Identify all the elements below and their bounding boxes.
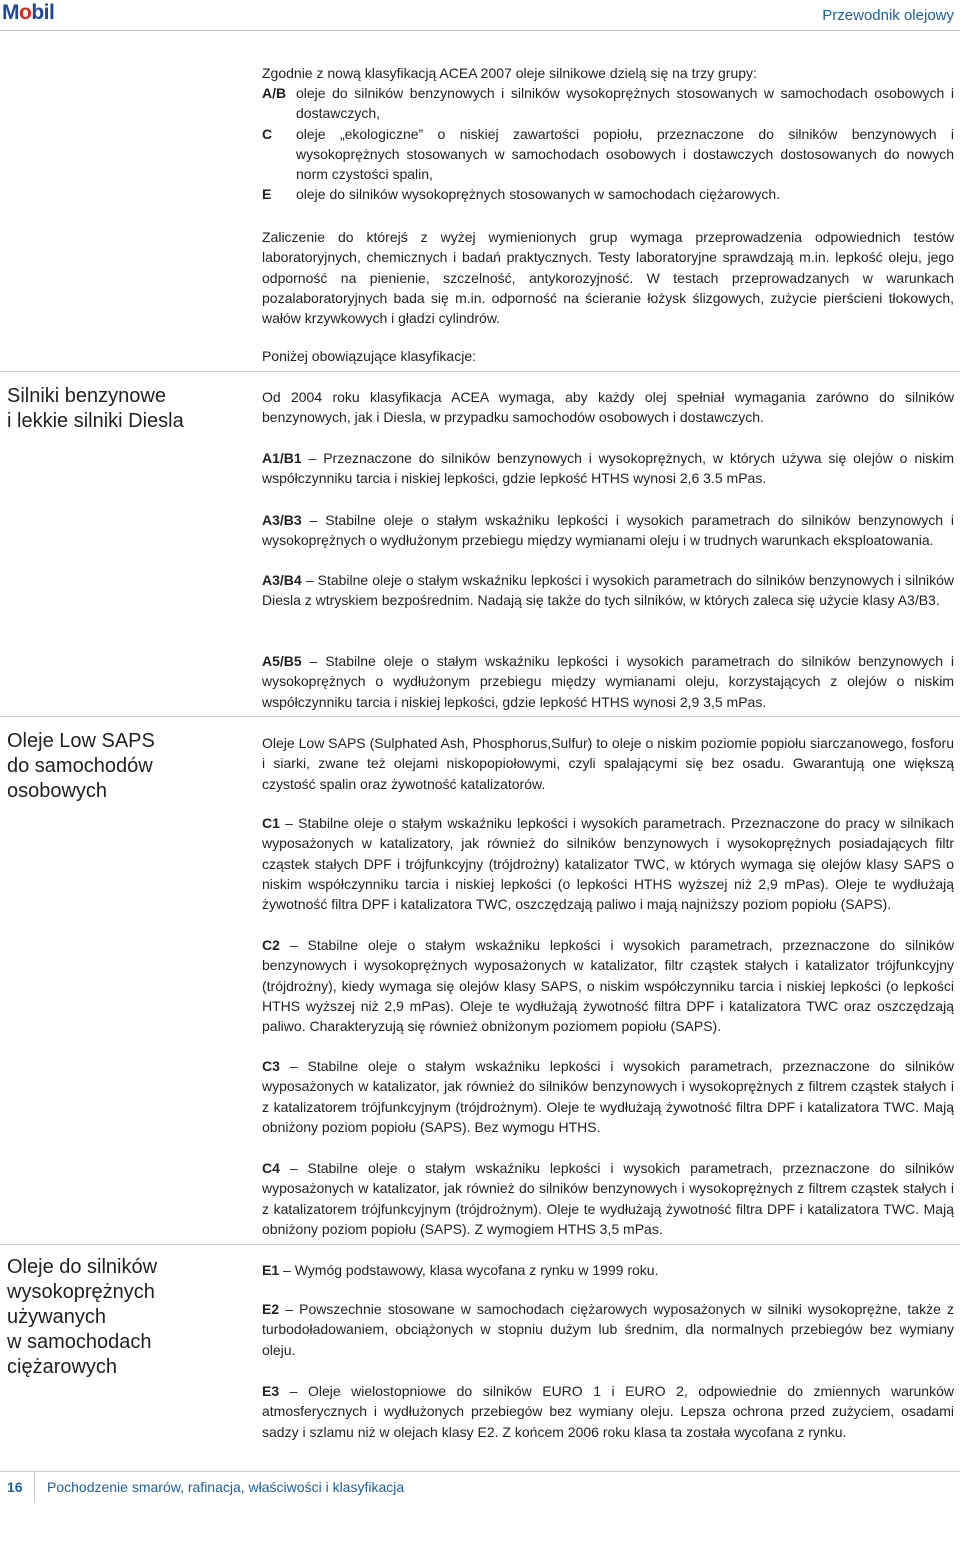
class-description: Powszechnie stosowane w samochodach ciężarowych wyposażonych w silniki wysokoprężne, także z turbodoładowaniem, obciążonych w stopniu dużym lub średnim, dla normalnych przebiegów bez wymiany oleju. bbox=[262, 1301, 954, 1358]
group-item-c bbox=[262, 124, 954, 185]
group-description: oleje do silników benzynowych i silników wysokoprężnych stosowanych w samochodach osobowych i dostawczych, bbox=[296, 85, 954, 122]
tests-paragraph: Zaliczenie do którejś z wyżej wymienionych grup wymaga przeprowadzenia odpowiednich testów laboratoryjnych, chemicznych i badań praktycznych. Testy laboratoryjne sprawdzają m.in. lepkość oleju, jego odporność na pienienie, szczelność, antykorozyjność. W testach przeprowadzanych w warunkach pozalaboratoryjnych bada się m.in. odporność na ścieranie łożysk ślizgowych, zużycie pierścieni tłokowych, wałów krzywkowych i gładzi cylindrów. bbox=[262, 229, 954, 327]
section-rule bbox=[0, 371, 960, 372]
class-description: Oleje wielostopniowe do silników EURO 1 i EURO 2, odpowiednie do zmiennych warunków atmosferycznych i wydłużonych przebiegów bez wymiany oleju. Lepsza ochrona przed zużyciem, osadami sadzy i szlamu niż w olejach klasy E2. Z końcem 2006 roku klasa ta została wycofana z rynku. bbox=[262, 1383, 954, 1440]
class-code: C3 bbox=[262, 1058, 280, 1074]
group-code: A/B bbox=[262, 85, 287, 101]
class-code: E1 bbox=[262, 1262, 280, 1278]
class-code: C4 bbox=[262, 1160, 280, 1176]
class-code: A3/B3 bbox=[262, 512, 302, 528]
page-number: 16 bbox=[7, 1479, 23, 1495]
section-title-lowsaps: Oleje Low SAPS do samochodów osobowych bbox=[7, 730, 155, 802]
class-description: Stabilne oleje o stałym wskaźniku lepkości i wysokich parametrach, przeznaczone do silników benzynowych i wysokoprężnych wyposażonych w katalizator, filtr cząstek stałych i katalizator trójfunkcyjny (trójdrożny), kiedy wymaga się olejów klasy SAPS, o niskim współczynniku tarcia i niskiej lepkości (o lepkości HTHS wyższej niż 2,9 mPas). Oleje te wydłużają żywotność filtra DPF i katalizatora TWC oraz oszczędzają paliwo. Charakteryzują się również obniżonym poziomem popiołu (SAPS). bbox=[262, 937, 954, 1035]
class-a3b4: A3/B4 – Stabilne oleje o stałym wskaźniku lepkości i wysokich parametrach do silników benzynowych i silników Diesla z wtryskiem bezpośrednim. Nadają się także do tych silników, w których zaleca się użycie klasy A3/B3. bbox=[262, 572, 954, 609]
group-code: C bbox=[262, 125, 273, 142]
class-c1: C1 – Stabilne oleje o stałym wskaźniku lepkości i wysokich parametrach. Przeznaczone do pracy w silnikach wyposażonych w katalizatory, jak również do silników benzynowych i wysokoprężnych posiadających filtr cząstek stałych DPF i trójfunkcyjny (trójdrożny) katalizator TWC, w których wymaga się olejów klasy SAPS o niskim współczynniku tarcia i niskiej lepkości (o lepkości HTHS wyższej niż 2,9 mPas). Oleje te wydłużają żywotność filtra DPF i katalizatora TWC, oszczędzają paliwo i mają najniższy poziom popiołu (SAPS). bbox=[262, 815, 954, 913]
class-description: Stabilne oleje o stałym wskaźniku lepkości i wysokich parametrach do silników benzynowych i wysokoprężnych o wydłużonym przebiegu między wymianami oleju, korzystających z olejów o niskim współczynniku tarcia i niskiej lepkości, gdzie lepkość HTHS wynosi 2,9 3,5 mPas. bbox=[262, 653, 954, 710]
class-c4: C4 – Stabilne oleje o stałym wskaźniku lepkości i wysokich parametrach, przeznaczone do silników wyposażonych w katalizator, jak również do silników benzynowych i wysokoprężnych z filtrem cząstek stałych i z katalizatorem trójfunkcyjnym (trójdrożnym). Oleje te wydłużają żywotność filtra DPF i katalizatora TWC. Mają obniżony poziom popiołu (SAPS). Z wymogiem HTHS 3,5 mPas. bbox=[262, 1160, 954, 1237]
class-code: A5/B5 bbox=[262, 653, 302, 669]
class-a1b1: A1/B1 – Przeznaczone do silników benzynowych i wysokoprężnych, w których używa się olejów o niskim współczynniku tarcia i niskiej lepkości, gdzie lepkość HTHS wynosi 2,6 3.5 mPas. bbox=[262, 450, 954, 487]
footer-chapter-title: Pochodzenie smarów, rafinacja, właściwości i klasyfikacja bbox=[47, 1479, 405, 1495]
class-e2: E2 – Powszechnie stosowane w samochodach ciężarowych wyposażonych w silniki wysokoprężne, także z turbodoładowaniem, obciążonych w stopniu dużym lub średnim, dla normalnych przebiegów bez wymiany oleju. bbox=[262, 1301, 954, 1358]
class-e3: E3 – Oleje wielostopniowe do silników EURO 1 i EURO 2, odpowiednie do zmiennych warunków atmosferycznych i wydłużonych przebiegów bez wymiany oleju. Lepsza ochrona przed zużyciem, osadami sadzy i szlamu niż w olejach klasy E2. Z końcem 2006 roku klasa ta została wycofana z rynku. bbox=[262, 1383, 954, 1440]
class-code: A3/B4 bbox=[262, 572, 302, 588]
footer-divider bbox=[34, 1471, 35, 1502]
class-description: Stabilne oleje o stałym wskaźniku lepkości i wysokich parametrach, przeznaczone do silników wyposażonych w katalizator, jak również do silników benzynowych i wysokoprężnych z filtrem cząstek stałych i z katalizatorem trójfunkcyjnym (trójdrożnym). Oleje te wydłużają żywotność filtra DPF i katalizatora TWC. Mają obniżony poziom popiołu (SAPS). Bez wymogu HTHS. bbox=[262, 1058, 954, 1135]
footer-rule bbox=[0, 1471, 960, 1472]
intro-lead: Zgodnie z nową klasyfikacją ACEA 2007 oleje silnikowe dzielą się na trzy grupy: bbox=[262, 65, 757, 81]
class-description: Wymóg podstawowy, klasa wycofana z rynku w 1999 roku. bbox=[294, 1262, 659, 1278]
section-title-petrol: Silniki benzynowe i lekkie silniki Diesla bbox=[7, 385, 184, 432]
class-description: Stabilne oleje o stałym wskaźniku lepkości i wysokich parametrach do silników benzynowych i silników Diesla z wtryskiem bezpośrednim. Nadają się także do tych silników, w których zaleca się użycie klasy A3/B3. bbox=[262, 572, 954, 609]
class-code: A1/B1 bbox=[262, 450, 302, 466]
class-code: C2 bbox=[262, 937, 280, 953]
class-description: Stabilne oleje o stałym wskaźniku lepkości i wysokich parametrach do silników benzynowych i wysokoprężnych o wydłużonym przebiegu między wymianami oleju i w trudnych warunkach eksploatowania. bbox=[262, 512, 954, 549]
class-description: Przeznaczone do silników benzynowych i wysokoprężnych, w których używa się olejów o niskim współczynniku tarcia i niskiej lepkości, gdzie lepkość HTHS wynosi 2,6 3.5 mPas. bbox=[262, 450, 954, 487]
class-description: Stabilne oleje o stałym wskaźniku lepkości i wysokich parametrach, przeznaczone do silników wyposażonych w katalizator, jak również do silników benzynowych i wysokoprężnych z filtrem cząstek stałych i z katalizatorem trójfunkcyjnym (trójdrożnym). Oleje te wydłużają żywotność filtra DPF i katalizatora TWC. Mają obniżony poziom popiołu (SAPS). Z wymogiem HTHS 3,5 mPas. bbox=[262, 1160, 954, 1237]
group-code: E bbox=[262, 186, 272, 203]
mobil-logo: Mobil bbox=[2, 1, 55, 24]
class-a3b3: A3/B3 – Stabilne oleje o stałym wskaźniku lepkości i wysokich parametrach do silników benzynowych i wysokoprężnych o wydłużonym przebiegu między wymianami oleju i w trudnych warunkach eksploatowania. bbox=[262, 512, 954, 549]
guide-title: Przewodnik olejowy bbox=[822, 7, 954, 24]
section-title-diesel: Oleje do silników wysokoprężnych używanych w samochodach ciężarowych bbox=[7, 1256, 158, 1378]
class-e1: E1 – Wymóg podstawowy, klasa wycofana z rynku w 1999 roku. bbox=[262, 1262, 659, 1278]
class-code: E3 bbox=[262, 1383, 280, 1399]
classifications-lead: Poniżej obowiązujące klasyfikacje: bbox=[262, 348, 476, 364]
group-description: oleje „ekologiczne” o niskiej zawartości popiołu, przeznaczone do silników benzynowych i wysokoprężnych stosowanych w samochodach osobowych i dostawczych dostosowanych do nowych norm czystości spalin, bbox=[296, 125, 954, 183]
class-a5b5: A5/B5 – Stabilne oleje o stałym wskaźniku lepkości i wysokich parametrach do silników benzynowych i wysokoprężnych o wydłużonym przebiegu między wymianami oleju, korzystających z olejów o niskim współczynniku tarcia i niskiej lepkości, gdzie lepkość HTHS wynosi 2,9 3,5 mPas. bbox=[262, 653, 954, 710]
group-item-ab bbox=[262, 83, 954, 124]
group-description: oleje do silników wysokoprężnych stosowanych w samochodach ciężarowych. bbox=[296, 186, 781, 203]
lowsaps-intro: Oleje Low SAPS (Sulphated Ash, Phosphorus,Sulfur) to oleje o niskim poziomie popiołu siarczanowego, fosforu i siarki, zwane też olejami niskopopiołowymi, czyli spalającymi się bez osadu. Gwarantują one większą czystość spalin oraz żywotność katalizatorów. bbox=[262, 735, 954, 792]
section-rule bbox=[0, 1244, 960, 1245]
class-description: Stabilne oleje o stałym wskaźniku lepkości i wysokich parametrach. Przeznaczone do pracy w silnikach wyposażonych w katalizatory, jak również do silników benzynowych i wysokoprężnych posiadających filtr cząstek stałych DPF i trójfunkcyjny (trójdrożny) katalizator TWC, w których wymaga się olejów klasy SAPS o niskim współczynniku tarcia i niskiej lepkości (o lepkości HTHS wyższej niż 2,9 mPas). Oleje te wydłużają żywotność filtra DPF i katalizatora TWC, oszczędzają paliwo i mają najniższy poziom popiołu (SAPS). bbox=[262, 815, 954, 913]
page-header bbox=[0, 0, 960, 30]
class-code: E2 bbox=[262, 1301, 280, 1317]
section-rule bbox=[0, 716, 960, 717]
group-list bbox=[262, 83, 954, 205]
group-item-e bbox=[262, 184, 954, 204]
class-code: C1 bbox=[262, 815, 280, 831]
header-rule bbox=[0, 30, 960, 31]
class-c2: C2 – Stabilne oleje o stałym wskaźniku lepkości i wysokich parametrach, przeznaczone do silników benzynowych i wysokoprężnych wyposażonych w katalizator, filtr cząstek stałych i katalizator trójfunkcyjny (trójdrożny), kiedy wymaga się olejów klasy SAPS, o niskim współczynniku tarcia i niskiej lepkości (o lepkości HTHS wyższej niż 2,9 mPas). Oleje te wydłużają żywotność filtra DPF i katalizatora TWC oraz oszczędzają paliwo. Charakteryzują się również obniżonym poziomem popiołu (SAPS). bbox=[262, 937, 954, 1035]
petrol-intro: Od 2004 roku klasyfikacja ACEA wymaga, aby każdy olej spełniał wymagania zarówno do silników benzynowych, jak i Diesla, w przypadku samochodów osobowych i dostawczych. bbox=[262, 389, 954, 426]
class-c3: C3 – Stabilne oleje o stałym wskaźniku lepkości i wysokich parametrach, przeznaczone do silników wyposażonych w katalizator, jak również do silników benzynowych i wysokoprężnych z filtrem cząstek stałych i z katalizatorem trójfunkcyjnym (trójdrożnym). Oleje te wydłużają żywotność filtra DPF i katalizatora TWC. Mają obniżony poziom popiołu (SAPS). Bez wymogu HTHS. bbox=[262, 1058, 954, 1135]
